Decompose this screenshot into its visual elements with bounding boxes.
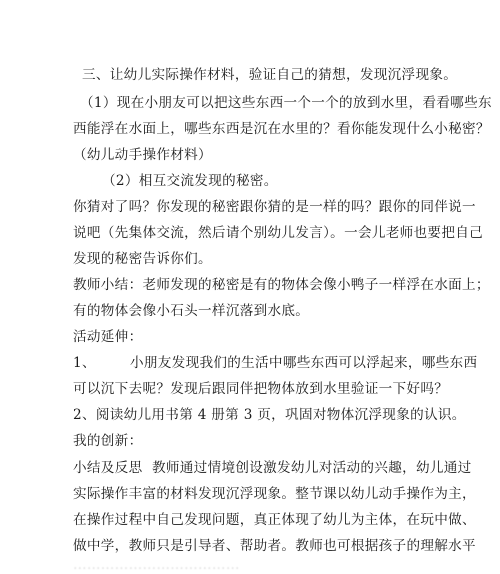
step2-line3: 发现的秘密告诉你们。 xyxy=(73,251,212,267)
reflection-line4: 做中学，教师只是引导者、帮助者。教师也可根据孩子的理解水平 xyxy=(73,538,476,554)
step1-line1: （1）现在小朋友可以把这些东西一个一个的放到水里，看看哪些东 xyxy=(80,95,492,111)
step1-line2: 西能浮在水面上，哪些东西是沉在水里的？看你能发现什么小秘密？ xyxy=(73,121,490,137)
teacher-summary-line1: 教师小结：老师发现的秘密是有的物体会像小鸭子一样浮在水面上； xyxy=(73,277,490,293)
extension-item1-line2: 可以沉下去呢？发现后跟同伴把物体放到水里验证一下好吗？ xyxy=(73,381,449,397)
extension-item1-number: 1、 xyxy=(73,355,96,371)
step2-heading: （2）相互交流发现的秘密。 xyxy=(102,173,278,189)
step2-line2: 说吧（先集体交流，然后请个别幼儿发言）。一会儿老师也要把自己 xyxy=(73,225,484,241)
reflection-line2: 实际操作丰富的材料发现沉浮现象。整节课以幼儿动手操作为主， xyxy=(73,486,476,502)
reflection-line3: 在操作过程中自己发现问题，真正体现了幼儿为主体，在玩中做、 xyxy=(73,512,476,528)
reflection-line1: 教师通过情境创设激发幼儿对活动的兴趣，幼儿通过 xyxy=(152,460,472,476)
step1-note: （幼儿动手操作材料） xyxy=(73,147,212,163)
extension-heading: 活动延伸： xyxy=(73,329,143,345)
innovation-heading: 我的创新： xyxy=(73,433,143,449)
teacher-summary-line2: 有的物体会像小石头一样沉落到水底。 xyxy=(73,303,310,319)
extension-item2: 2、阅读幼儿用书第 4 册第 3 页，巩固对物体沉浮现象的认识。 xyxy=(73,407,466,423)
extension-item1-line1: 小朋友发现我们的生活中哪些东西可以浮起来，哪些东西 xyxy=(130,355,478,371)
section-heading: 三、让幼儿实际操作材料，验证自己的猜想，发现沉浮现象。 xyxy=(82,67,458,83)
reflection-label: 小结及反思 xyxy=(73,460,143,476)
step2-line1: 你猜对了吗？你发现的秘密跟你猜的是一样的吗？跟你的同伴说一 xyxy=(73,199,476,215)
reflection-line5-partial: ……………………………… xyxy=(73,557,240,573)
